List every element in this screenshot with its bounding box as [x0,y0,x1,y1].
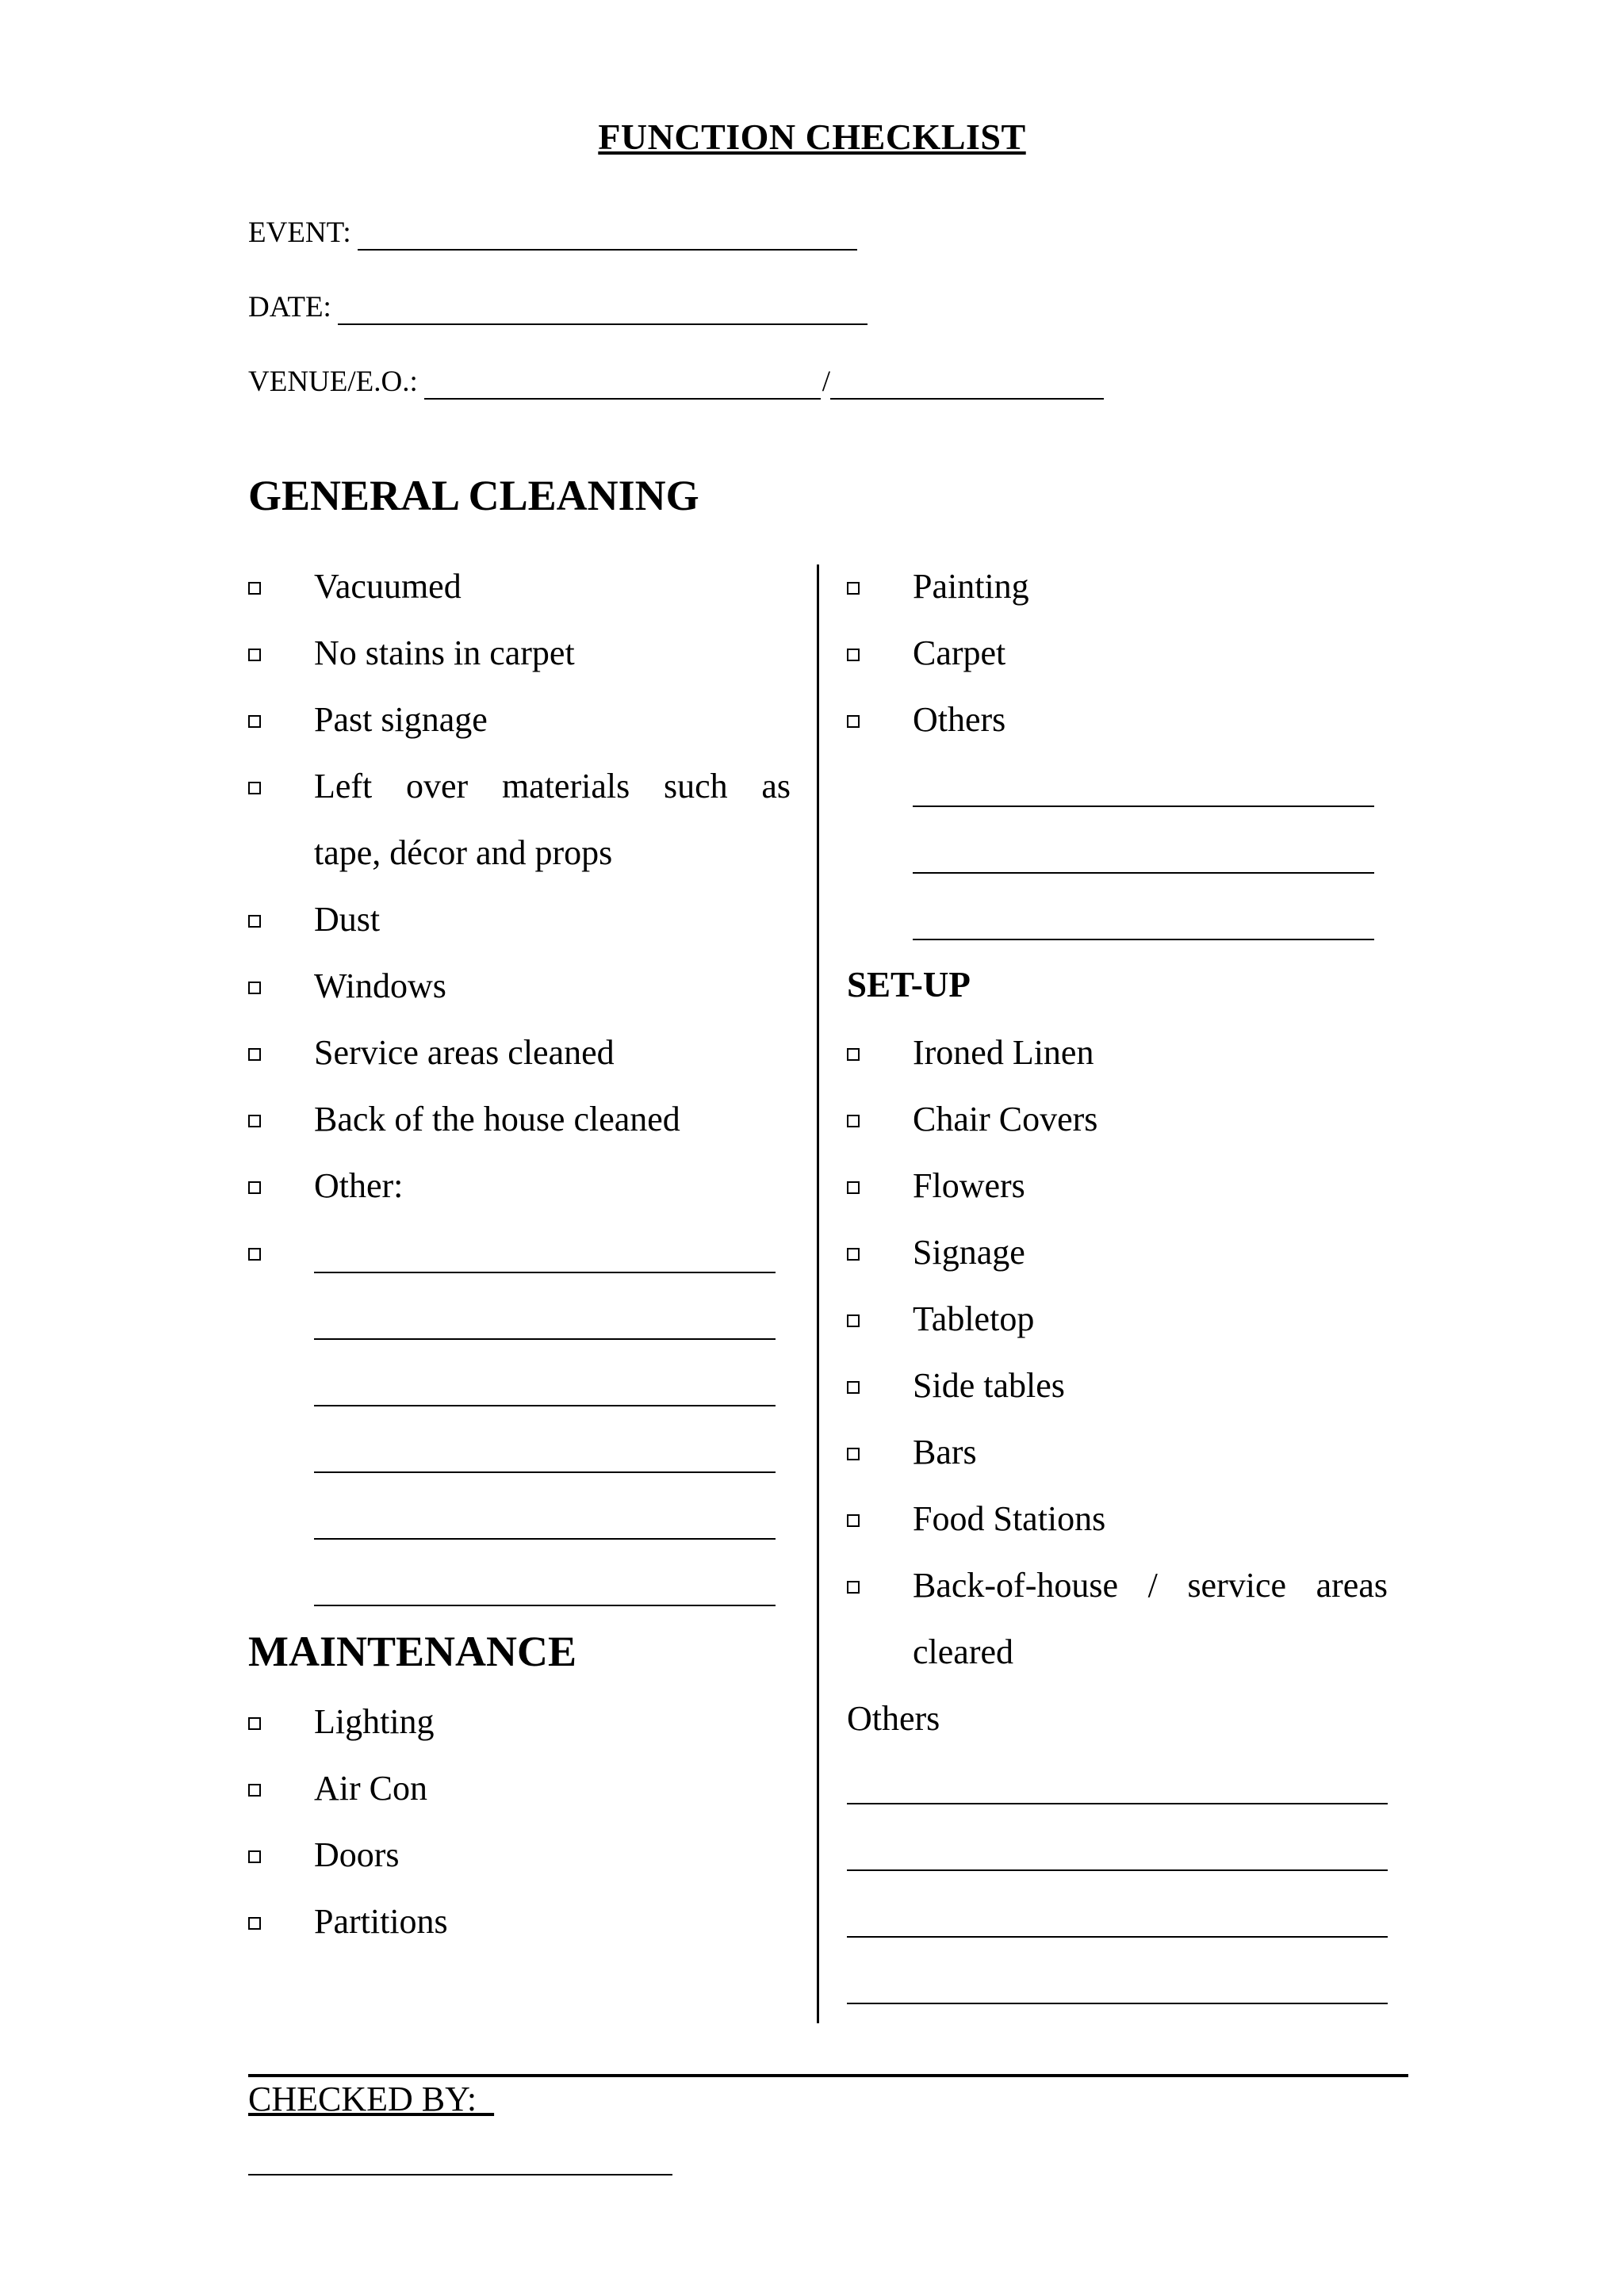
item-label: Bars [913,1433,977,1471]
write-in-line[interactable] [314,1338,776,1340]
checkbox-leftover-materials[interactable] [248,782,261,794]
checkbox-boh-cleared[interactable] [847,1581,860,1594]
checkbox-back-of-house[interactable] [248,1115,261,1127]
checkbox-signage[interactable] [847,1248,860,1261]
checkbox-flowers[interactable] [847,1181,860,1194]
venue-separator: / [822,365,831,398]
write-in-line[interactable] [913,806,1374,807]
item-label: Flowers [913,1166,1025,1205]
others-label: Others [847,1699,940,1738]
checkbox-carpet[interactable] [847,649,860,661]
event-field [248,216,857,251]
item-label: Food Stations [913,1499,1106,1538]
checkbox-no-stains[interactable] [248,649,261,661]
item-label: Dust [314,900,381,939]
page-title: FUNCTION CHECKLIST [598,117,1026,157]
date-input-line[interactable] [338,300,868,325]
checkbox-past-signage[interactable] [248,715,261,728]
item-label: Tabletop [913,1299,1035,1338]
item-label: Carpet [913,633,1006,672]
word: / [1147,1566,1158,1605]
signature-line[interactable] [248,2174,672,2175]
venue-input-line[interactable] [424,374,821,400]
item-label: Painting [913,567,1029,606]
checkbox-lighting[interactable] [248,1717,261,1730]
checkbox-others[interactable] [847,715,860,728]
item-label-continued: tape, décor and props [314,833,613,872]
list-item [847,1565,1388,1606]
checkbox-side-tables[interactable] [847,1381,860,1394]
item-label: Chair Covers [913,1100,1098,1138]
checkbox-partitions[interactable] [248,1917,261,1930]
checkbox-dust[interactable] [248,915,261,928]
event-label: EVENT: [248,216,351,249]
write-in-line[interactable] [314,1538,776,1540]
item-label: Doors [314,1835,400,1874]
checkbox-windows[interactable] [248,982,261,994]
checkbox-service-areas[interactable] [248,1048,261,1061]
checkbox-other[interactable] [248,1181,261,1194]
venue-label: VENUE/E.O.: [248,365,418,398]
item-label: Windows [314,966,446,1005]
item-label: Signage [913,1233,1025,1272]
word: Back-of-house [913,1566,1119,1605]
event-input-line[interactable] [358,225,857,251]
item-label: Vacuumed [314,567,462,606]
checkbox-chair-covers[interactable] [847,1115,860,1127]
checkbox-other-entry[interactable] [248,1248,261,1261]
maintenance-heading: MAINTENANCE [248,1628,577,1675]
write-in-line[interactable] [847,1936,1388,1938]
item-label: Other: [314,1166,404,1205]
write-in-line[interactable] [847,1869,1388,1871]
write-in-line[interactable] [314,1405,776,1406]
write-in-line[interactable] [314,1605,776,1606]
word: as [761,767,791,806]
item-label: No stains in carpet [314,633,575,672]
write-in-line[interactable] [913,939,1374,940]
venue-field [248,365,1104,400]
checkbox-painting[interactable] [847,582,860,595]
date-field [248,290,868,325]
item-label: Past signage [314,700,488,739]
write-in-line[interactable] [913,872,1374,874]
word: over [406,767,469,806]
item-label: Side tables [913,1366,1065,1405]
word: areas [1316,1566,1388,1605]
word: such [663,767,728,806]
write-in-line[interactable] [314,1471,776,1473]
eo-input-line[interactable] [830,374,1104,400]
list-item [248,766,791,807]
write-in-line[interactable] [847,2003,1388,2004]
date-label: DATE: [248,291,331,323]
checked-by-label: CHECKED BY: [248,2080,495,2118]
checkbox-vacuumed[interactable] [248,582,261,595]
column-divider [817,564,819,2023]
item-label-justified [913,1565,1388,1606]
checkbox-tabletop[interactable] [847,1314,860,1327]
word: materials [501,767,630,806]
item-label: Ironed Linen [913,1033,1094,1072]
item-label-justified [314,766,791,807]
general-cleaning-heading: GENERAL CLEANING [248,472,699,519]
item-label: Lighting [314,1702,435,1741]
word: service [1187,1566,1287,1605]
item-label: Partitions [314,1902,448,1941]
setup-heading: SET-UP [847,965,971,1004]
checkbox-bars[interactable] [847,1448,860,1460]
write-in-line[interactable] [314,1272,776,1273]
checkbox-doors[interactable] [248,1850,261,1863]
item-label: Service areas cleaned [314,1033,615,1072]
checkbox-air-con[interactable] [248,1784,261,1797]
item-label: Others [913,700,1006,739]
item-label-continued: cleared [913,1632,1013,1671]
item-label: Air Con [314,1769,427,1808]
word: Left [314,767,373,806]
item-label: Back of the house cleaned [314,1100,680,1138]
write-in-line[interactable] [847,1803,1388,1804]
checkbox-food-stations[interactable] [847,1514,860,1527]
checkbox-ironed-linen[interactable] [847,1048,860,1061]
